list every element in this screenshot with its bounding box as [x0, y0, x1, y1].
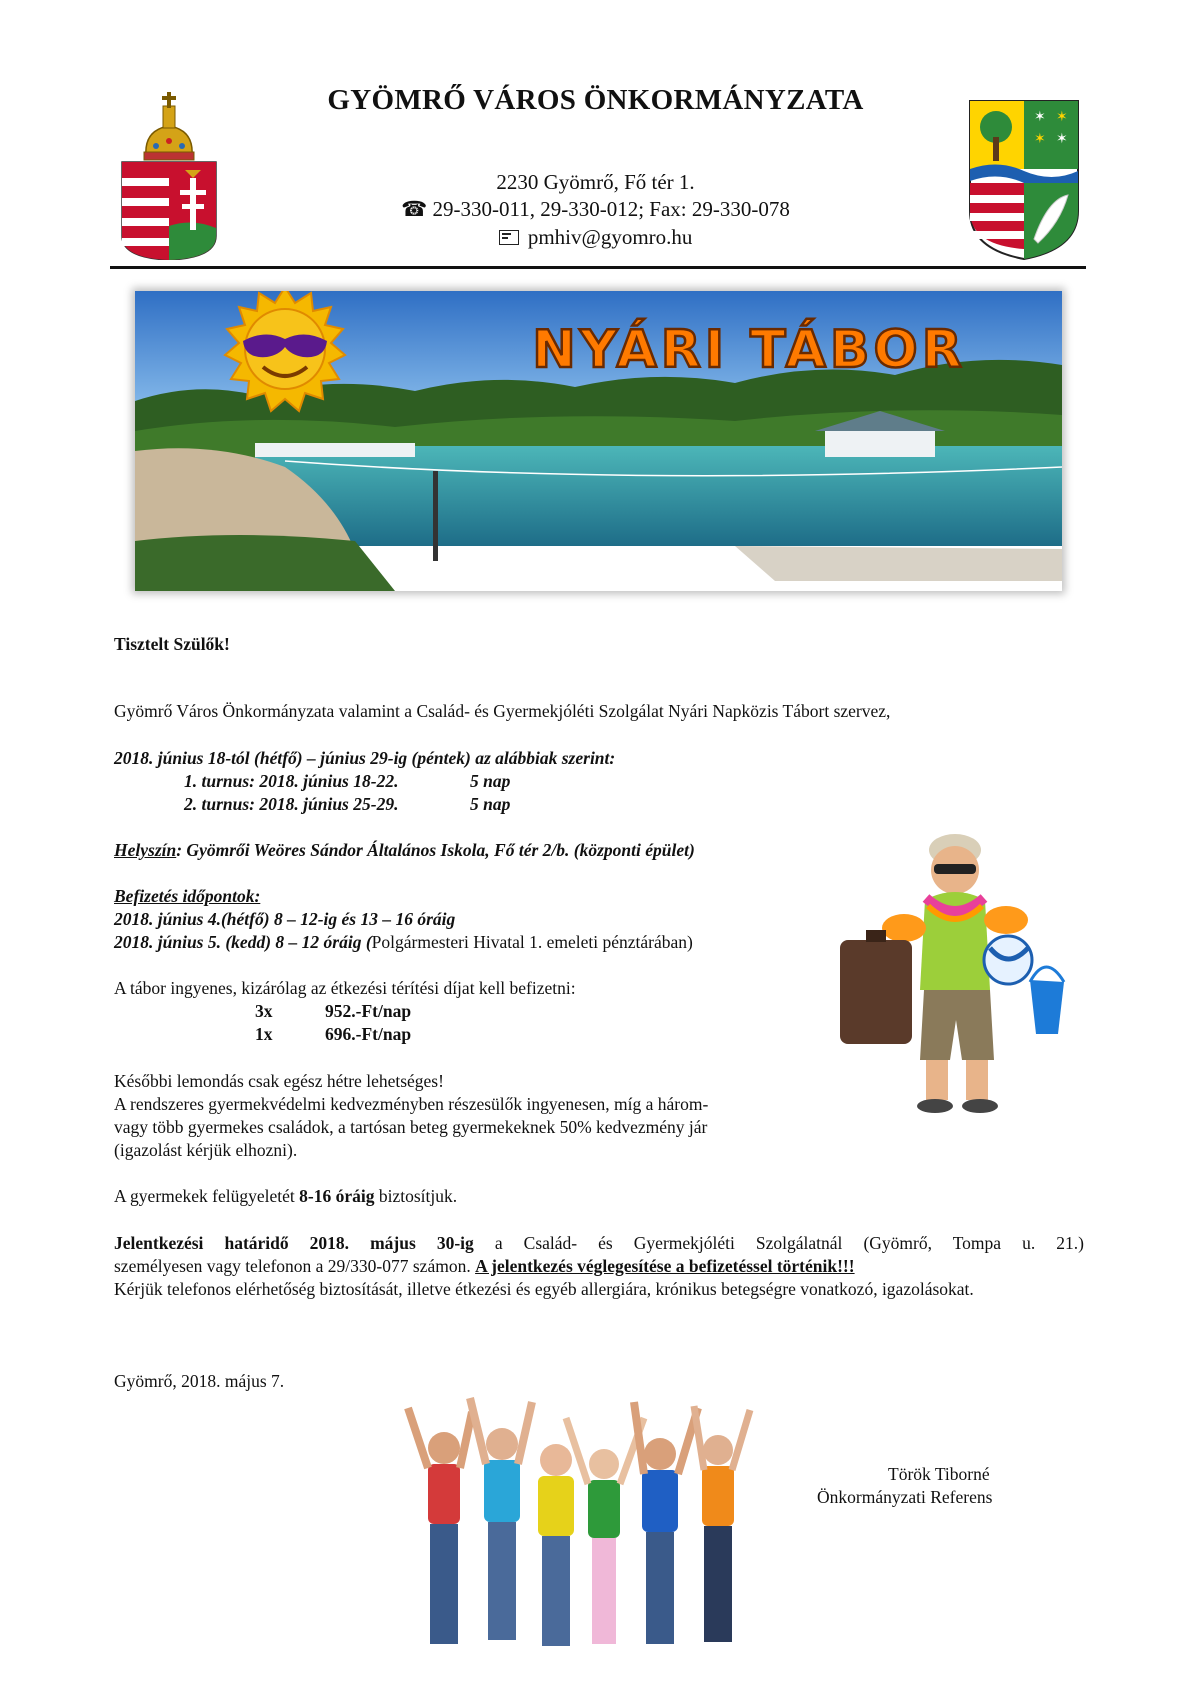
- cancel-line-2: A rendszeres gyermekvédelmi kedvezményben részesülők ingyenesen, míg a három-: [114, 1094, 709, 1114]
- salutation: Tisztelt Szülők!: [114, 634, 230, 654]
- address: 2230 Gyömrő, Fő tér 1.: [496, 170, 695, 194]
- turn-2-label: 2. turnus: 2018. június 25-29.: [184, 794, 399, 814]
- signer-name: Török Tiborné: [888, 1464, 990, 1484]
- turn-1-days: 5 nap: [470, 771, 511, 791]
- cancel-line-4: (igazolást kérjük elhozni).: [114, 1140, 298, 1160]
- fee-2-price: 696.-Ft/nap: [325, 1024, 412, 1044]
- deadline-line-2: [114, 1255, 855, 1278]
- letter-date: Gyömrő, 2018. május 7.: [114, 1371, 285, 1391]
- envelope-icon: [499, 230, 519, 245]
- phone-line: [0, 197, 1191, 222]
- deadline-line-3: Kérjük telefonos elérhetőség biztosítását, illetve étkezési és egyéb allergiára, krónikus betegségre vonatkozó, igazolásokat.: [114, 1279, 974, 1299]
- period: 2018. június 18-tól (hétfő) – június 29-ig (péntek) az alábbiak szerint:: [114, 748, 616, 768]
- intro-text: Gyömrő Város Önkormányzata valamint a Család- és Gyermekjóléti Szolgálat Nyári Napközis Tábort szervez,: [114, 701, 891, 721]
- location-value: : Gyömrői Weöres Sándor Általános Iskola, Fő tér 2/b. (központi épület): [176, 840, 695, 860]
- turn-2-days: 5 nap: [470, 794, 511, 814]
- location: [114, 839, 695, 862]
- fee-1-count: 3x: [255, 1001, 273, 1021]
- telephone-icon: ☎: [401, 197, 428, 221]
- deadline-place: a Család- és Gyermekjóléti Szolgálatnál (Gyömrő, Tompa u. 21.): [473, 1233, 1084, 1253]
- phone-numbers: 29-330-011, 29-330-012; Fax: 29-330-078: [432, 197, 790, 221]
- page-title: GYÖMRŐ VÁROS ÖNKORMÁNYZATA: [327, 84, 864, 116]
- payment-line-2-place: Polgármesteri Hivatal 1. emeleti pénztárában): [371, 932, 693, 952]
- header-divider: [110, 266, 1086, 269]
- deadline-finalize-note: A jelentkezés véglegesítése a befizetéssel történik!!!: [475, 1256, 855, 1276]
- svg-text:✶: ✶: [1034, 131, 1046, 147]
- supervision-hours: 8-16 óráig: [299, 1186, 375, 1206]
- cancel-line-1: Későbbi lemondás csak egész hétre lehetséges!: [114, 1071, 444, 1091]
- supervision-post: biztosítjuk.: [374, 1186, 458, 1206]
- svg-text:✶: ✶: [1056, 131, 1068, 147]
- deadline-line-1: [114, 1232, 1084, 1255]
- email-address: pmhiv@gyomro.hu: [527, 225, 693, 249]
- payment-line-2: [114, 931, 693, 954]
- boy-with-suitcase-illustration: [830, 820, 1080, 1120]
- fee-1-price: 952.-Ft/nap: [325, 1001, 412, 1021]
- signer-title: Önkormányzati Referens: [817, 1487, 993, 1507]
- turn-2: [184, 793, 510, 816]
- cancel-line-3: vagy több gyermekes családok, a tartósan beteg gyermekeknek 50% kedvezmény jár: [114, 1117, 708, 1137]
- payment-line-2-date: 2018. június 5. (kedd) 8 – 12 óráig (: [114, 932, 372, 952]
- summer-camp-banner: [135, 291, 1062, 591]
- svg-text:✶: ✶: [1056, 109, 1068, 125]
- turn-1: [184, 770, 510, 793]
- location-label: Helyszín: [114, 840, 177, 860]
- banner-title: NYÁRI TÁBOR: [532, 320, 966, 380]
- fee-row-1: [255, 1000, 411, 1023]
- supervision: [114, 1185, 457, 1208]
- svg-text:✶: ✶: [1034, 109, 1046, 125]
- fee-2-count: 1x: [255, 1024, 273, 1044]
- supervision-pre: A gyermekek felügyeletét: [114, 1186, 300, 1206]
- payment-title: Befizetés időpontok:: [114, 886, 261, 906]
- payment-line-1: 2018. június 4.(hétfő) 8 – 12-ig és 13 – 16 óráig: [114, 909, 456, 929]
- turn-1-label: 1. turnus: 2018. június 18-22.: [184, 771, 399, 791]
- fee-row-2: [255, 1023, 411, 1046]
- fee-intro: A tábor ingyenes, kizárólag az étkezési térítési díjat kell befizetni:: [114, 978, 576, 998]
- jumping-children-illustration: [398, 1388, 798, 1684]
- email-line: [0, 225, 1191, 250]
- deadline-date: Jelentkezési határidő 2018. május 30-ig: [114, 1233, 474, 1253]
- deadline-phone: személyesen vagy telefonon a 29/330-077 számon.: [114, 1256, 476, 1276]
